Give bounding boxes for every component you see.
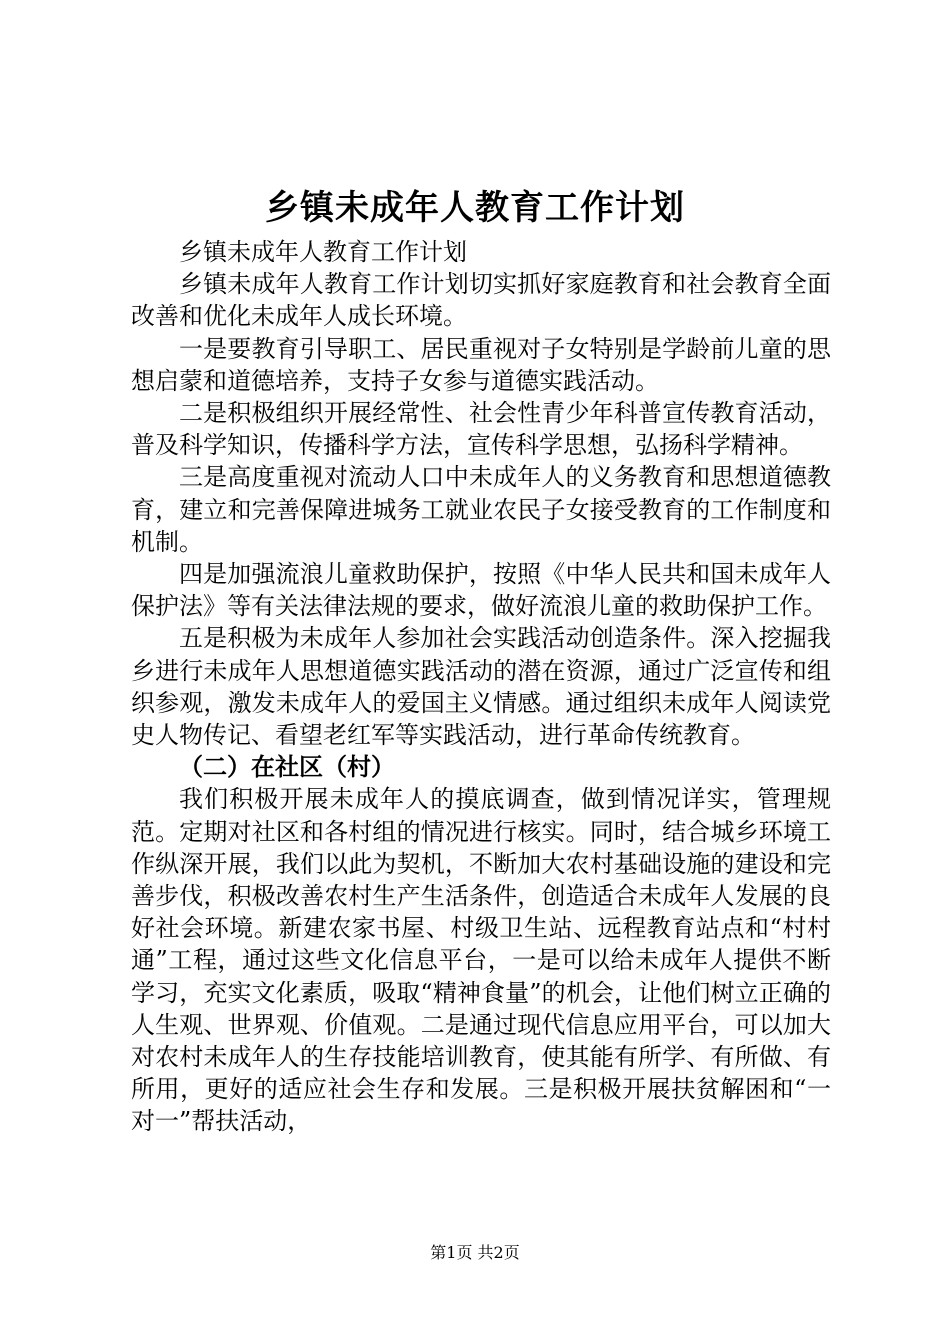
section-subheading: （二）在社区（村） <box>179 753 395 782</box>
paragraph-point-one: 一是要教育引导职工、居民重视对子女特别是学龄前儿童的思想启蒙和道德培养，支持子女参与道德实践活动。 <box>131 334 831 395</box>
paragraph-intro-title: 乡镇未成年人教育工作计划 <box>179 238 467 266</box>
paragraph-community: 我们积极开展未成年人的摸底调查，做到情况详实，管理规范。定期对社区和各村组的情况进行核实。同时，结合城乡环境工作纵深开展，我们以此为契机，不断加大农村基础设施的建设和完善步伐，积极改善农村生产生活条件，创造适合未成年人发展的良好社会环境。新建农家书屋、村级卫生站、远程教育站点和“村村通”工程，通过这些文化信息平台，一是可以给未成年人提供不断学习，充实文化素质，吸取“精神食量”的机会，让他们树立正确的人生观、世界观、价值观。二是通过现代信息应用平台，可以加大对农村未成年人的生存技能培训教育，使其能有所学、有所做、有所用，更好的适应社会生存和发展。三是积极开展扶贫解困和“一对一”帮扶活动， <box>131 785 831 1136</box>
page-footer: 第1页 共2页 <box>430 1243 520 1262</box>
paragraph-summary: 乡镇未成年人教育工作计划切实抓好家庭教育和社会教育全面改善和优化未成年人成长环境。 <box>131 270 831 331</box>
document-body <box>131 236 831 1138</box>
paragraph-point-four: 四是加强流浪儿童救助保护，按照《中华人民共和国未成年人保护法》等有关法律法规的要求，做好流浪儿童的救助保护工作。 <box>131 560 831 621</box>
paragraph-point-three: 三是高度重视对流动人口中未成年人的义务教育和思想道德教育，建立和完善保障进城务工就业农民子女接受教育的工作制度和机制。 <box>131 463 831 556</box>
paragraph-point-five: 五是积极为未成年人参加社会实践活动创造条件。深入挖掘我乡进行未成年人思想道德实践活动的潜在资源，通过广泛宣传和组织参观，激发未成年人的爱国主义情感。通过组织未成年人阅读党史人物传记、看望老红军等实践活动，进行革命传统教育。 <box>131 624 831 750</box>
document-title: 乡镇未成年人教育工作计划 <box>265 188 685 228</box>
paragraph-point-two: 二是积极组织开展经常性、社会性青少年科普宣传教育活动，普及科学知识，传播科学方法，宣传科学思想，弘扬科学精神。 <box>131 399 831 460</box>
